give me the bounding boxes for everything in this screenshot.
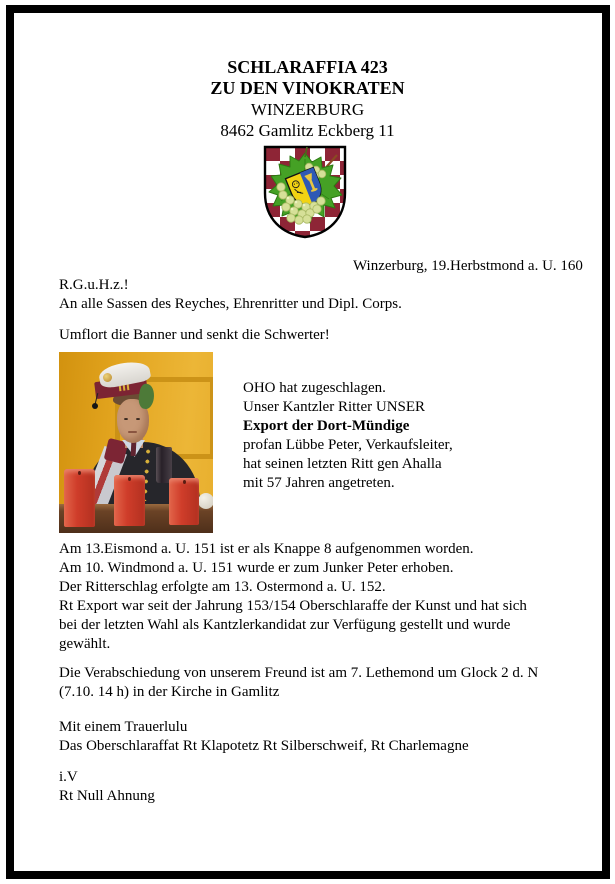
farewell-line: (7.10. 14 h) in der Kirche in Gamlitz — [59, 684, 280, 700]
org-subtitle: ZU DEN VINOKRATEN — [210, 78, 405, 98]
biography-block — [59, 540, 527, 654]
biography-line: Der Ritterschlag erfolgte am 13. Ostermond a. U. 152. — [59, 579, 386, 595]
biography-line: bei der letzten Wahl als Kantzlerkandidat zur Verfügung gestellt und wurde — [59, 617, 511, 633]
farewell-line: Die Verabschiedung von unserem Freund ist am 7. Lethemond um Glock 2 d. N — [59, 665, 539, 681]
closing-block — [59, 718, 469, 756]
biography-line: Am 10. Windmond a. U. 151 wurde er zum Junker Peter erhoben. — [59, 560, 454, 576]
red-candle — [114, 475, 145, 526]
salutation: R.G.u.H.z.! — [59, 277, 129, 293]
cap-emblem — [103, 373, 112, 382]
letterhead — [13, 57, 602, 141]
red-candle — [169, 478, 199, 525]
signature-block — [59, 768, 155, 806]
red-candle — [64, 469, 95, 527]
biography-line: Rt Export war seit der Jahrung 153/154 Oberschlaraffe der Kunst und hat sich — [59, 598, 527, 614]
obituary-line: Unser Kantzler Ritter UNSER — [243, 399, 426, 415]
tie — [131, 441, 137, 456]
biography-line: gewählt. — [59, 636, 111, 652]
motto-line: Umflort die Banner und senkt die Schwerter! — [59, 327, 330, 343]
biography-line: Am 13.Eismond a. U. 151 ist er als Knappe 8 aufgenommen worden. — [59, 541, 474, 557]
obituary-line: hat seinen letzten Ritt gen Ahalla — [243, 456, 442, 472]
org-address: 8462 Gamlitz Eckberg 11 — [220, 121, 395, 140]
salutation-block — [59, 276, 402, 314]
closing-line: Mit einem Trauerlulu — [59, 719, 188, 735]
signature-line: i.V — [59, 769, 78, 785]
obituary-line: OHO hat zugeschlagen. — [243, 380, 386, 396]
tassel — [92, 403, 98, 409]
right-eye — [136, 418, 140, 420]
coat-of-arms-icon — [261, 143, 349, 242]
date-line: Winzerburg, 19.Herbstmond a. U. 160 — [353, 258, 583, 274]
obituary-line: profan Lübbe Peter, Verkaufsleiter, — [243, 437, 453, 453]
coat-of-arms-svg — [261, 143, 349, 242]
closing-line: Das Oberschlaraffat Rt Klapotetz Rt Silberschweif, Rt Charlemagne — [59, 738, 469, 754]
left-eye — [124, 418, 128, 420]
white-ball — [198, 493, 213, 509]
mouth — [128, 431, 137, 433]
obituary-block — [243, 379, 453, 493]
address-line: An alle Sassen des Reyches, Ehrenritter und Dipl. Corps. — [59, 296, 402, 312]
org-city: WINZERBURG — [250, 100, 365, 119]
deceased-knight-name: Export der Dort-Mündige — [243, 418, 410, 434]
portrait-photo — [59, 352, 213, 533]
obituary-line: mit 57 Jahren angetreten. — [243, 475, 395, 491]
farewell-block — [59, 664, 538, 702]
org-name: SCHLARAFFIA 423 — [227, 57, 388, 77]
signature-line: Rt Null Ahnung — [59, 788, 155, 804]
